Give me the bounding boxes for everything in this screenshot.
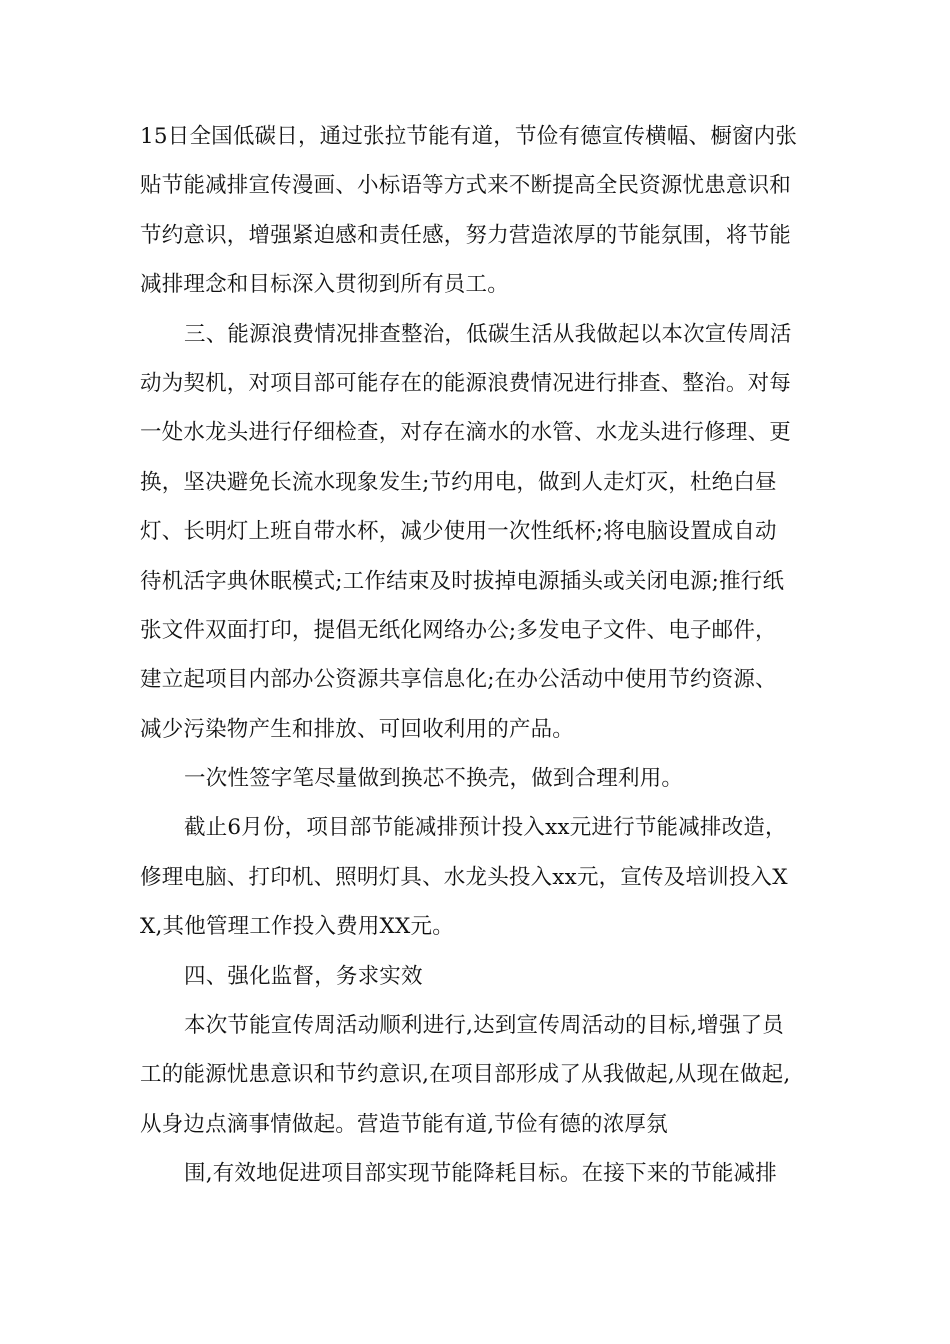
paragraph-line: 截止6月份，项目部节能减排预计投入xx元进行节能减排改造， (184, 815, 787, 841)
document-body (140, 112, 820, 1199)
text-line: 减少污染物产生和排放、可回收利用的产品。 (140, 716, 575, 742)
text-line: 动为契机，对项目部可能存在的能源浪费情况进行排查、整治。对每 (140, 370, 792, 396)
text-line: 从身边点滴事情做起。营造节能有道,节俭有德的浓厚氛 (140, 1111, 668, 1137)
text-line: 待机活字典休眠模式;工作结束及时拔掉电源插头或关闭电源;推行纸 (140, 568, 785, 594)
text-line: 张文件双面打印，提倡无纸化网络办公;多发电子文件、电子邮件， (140, 617, 777, 643)
paragraph-line: 本次节能宣传周活动顺利进行,达到宣传周活动的目标,增强了员 (184, 1013, 784, 1039)
section-heading-3: 三、能源浪费情况排查整治，低碳生活从我做起以本次宣传周活 (184, 321, 792, 347)
text-line: 节约意识，增强紧迫感和责任感，努力营造浓厚的节能氛围，将节能 (140, 222, 792, 248)
section-heading-4: 四、强化监督，务求实效 (184, 963, 423, 989)
paragraph-line: 围,有效地促进项目部实现节能降耗目标。在接下来的节能减排 (184, 1161, 777, 1187)
paragraph-line: 一次性签字笔尽量做到换芯不换壳，做到合理利用。 (184, 766, 684, 792)
text-line: 建立起项目内部办公资源共享信息化;在办公活动中使用节约资源、 (140, 667, 777, 693)
text-line: 15日全国低碳日，通过张拉节能有道，节俭有德宣传横幅、橱窗内张 (140, 124, 798, 149)
text-line: 减排理念和目标深入贯彻到所有员工。 (140, 272, 509, 298)
text-line: 修理电脑、打印机、照明灯具、水龙头投入xx元，宣传及培训投入X (140, 864, 788, 890)
text-line: X,其他管理工作投入费用XX元。 (140, 914, 454, 940)
text-line: 换，坚决避免长流水现象发生;节约用电，做到人走灯灭，杜绝白昼 (140, 469, 777, 495)
text-line: 贴节能减排宣传漫画、小标语等方式来不断提高全民资源忧患意识和 (140, 173, 792, 199)
text-line: 一处水龙头进行仔细检查，对存在滴水的水管、水龙头进行修理、更 (140, 420, 792, 446)
text-line: 工的能源忧患意识和节约意识,在项目部形成了从我做起,从现在做起, (140, 1062, 791, 1088)
text-line: 灯、长明灯上班自带水杯，减少使用一次性纸杯;将电脑设置成自动 (140, 519, 777, 545)
